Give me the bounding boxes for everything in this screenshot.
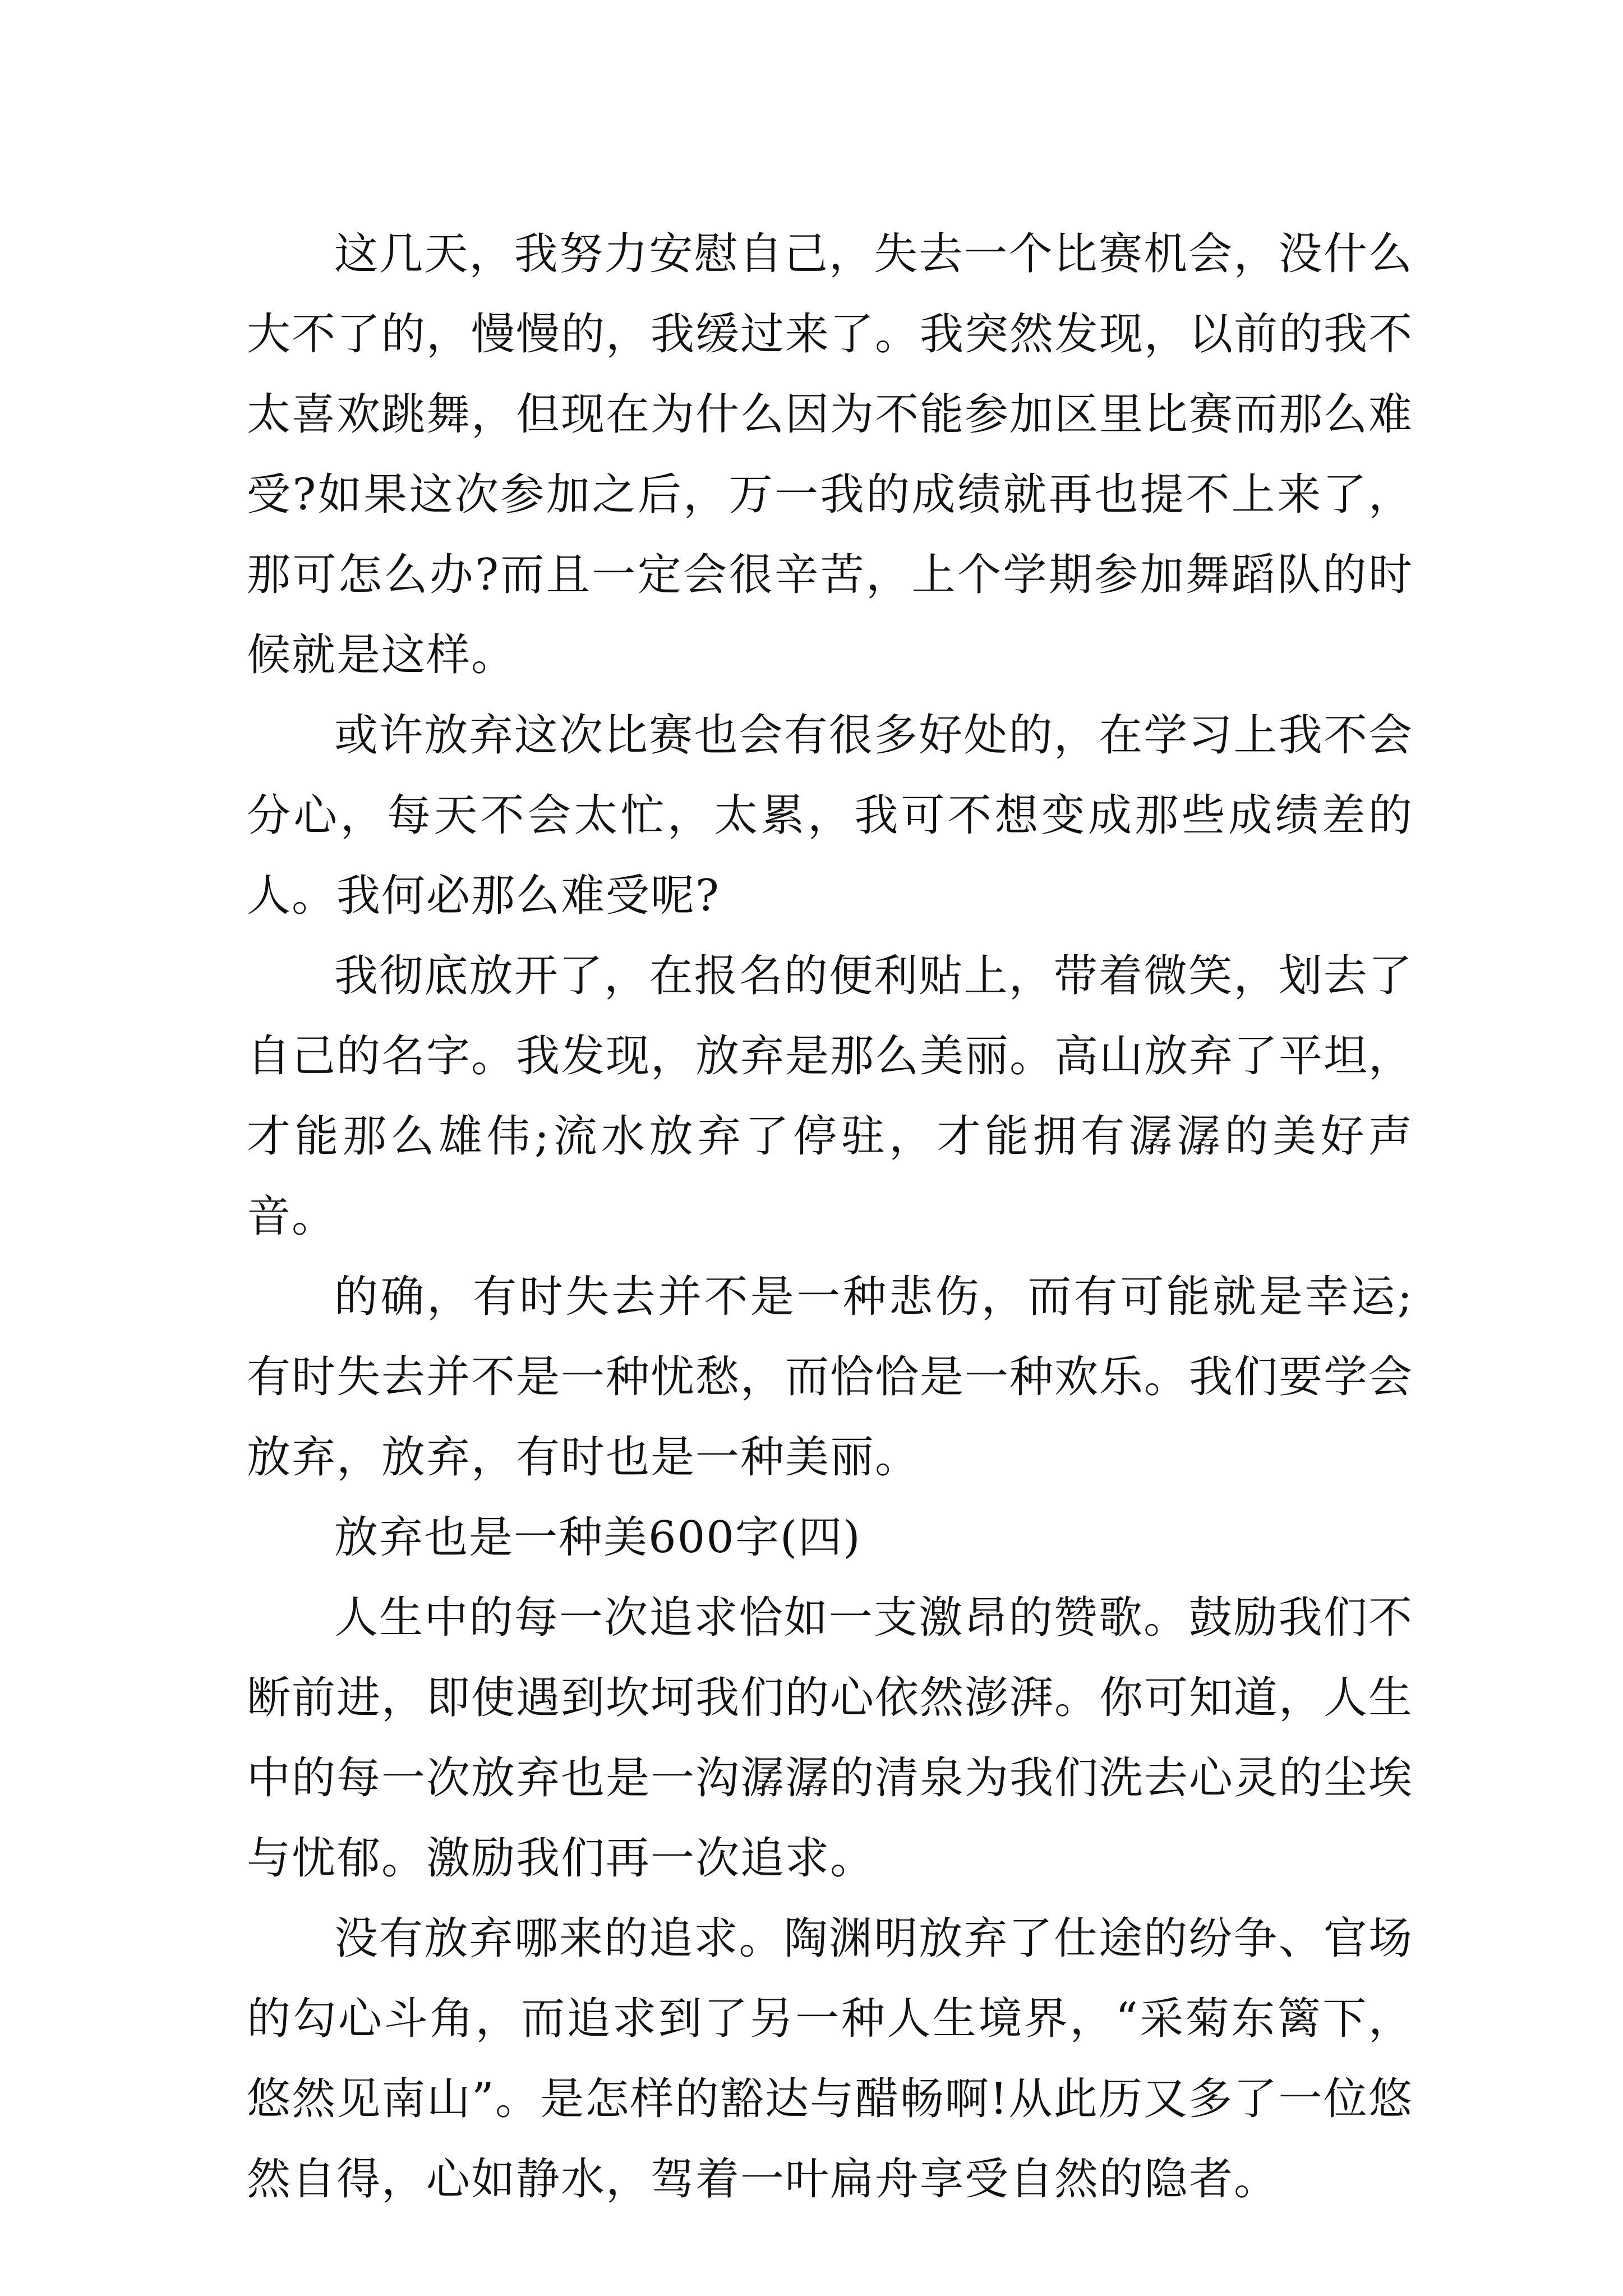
paragraph-2: 或许放弃这次比赛也会有很多好处的，在学习上我不会分心，每天不会太忙，太累，我可不想变成那些成绩差的人。我何必那么难受呢? xyxy=(247,710,1413,921)
section-heading: 放弃也是一种美600字(四) xyxy=(334,1512,861,1563)
paragraph-4: 的确，有时失去并不是一种悲伤，而有可能就是幸运;有时失去并不是一种忧愁，而恰恰是一种欢乐。我们要学会放弃，放弃，有时也是一种美丽。 xyxy=(247,1272,1414,1483)
document-body xyxy=(247,214,1413,2220)
paragraph-6: 没有放弃哪来的追求。陶渊明放弃了仕途的纷争、官场的勾心斗角，而追求到了另一种人生境界，“采菊东篱下，悠然见南山”。是怎样的豁达与醋畅啊!从此历又多了一位悠然自得，心如静水，驾着一叶扁舟享受自然的隐者。 xyxy=(247,1913,1413,2205)
paragraph-1: 这几天，我努力安慰自己，失去一个比赛机会，没什么大不了的，慢慢的，我缓过来了。我突然发现，以前的我不太喜欢跳舞，但现在为什么因为不能参加区里比赛而那么难受?如果这次参加之后，万一我的成绩就再也提不上来了，那可怎么办?而且一定会很辛苦，上个学期参加舞蹈队的时候就是这样。 xyxy=(247,229,1414,680)
paragraph-3: 我彻底放开了，在报名的便利贴上，带着微笑，划去了自己的名字。我发现，放弃是那么美丽。高山放弃了平坦，才能那么雄伟;流水放弃了停驻，才能拥有潺潺的美好声音。 xyxy=(247,951,1414,1242)
paragraph-5: 人生中的每一次追求恰如一支激昂的赞歌。鼓励我们不断前进，即使遇到坎坷我们的心依然澎湃。你可知道，人生中的每一次放弃也是一沟潺潺的清泉为我们洗去心灵的尘埃与忧郁。激励我们再一次追求。 xyxy=(247,1593,1414,1884)
